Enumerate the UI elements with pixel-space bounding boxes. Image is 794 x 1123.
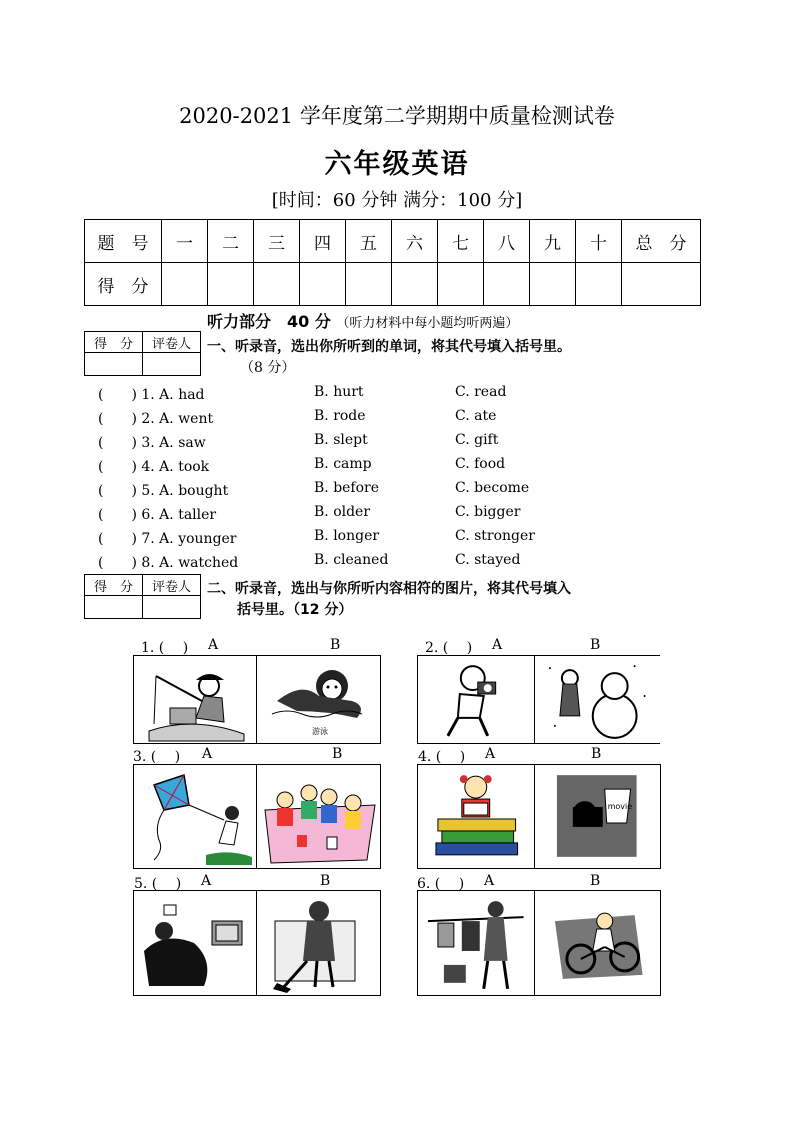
option-b: B. before [314, 480, 380, 496]
question-row [98, 504, 658, 526]
question-a: ( ) 5. A. bought [98, 483, 229, 499]
option-c: C. gift [455, 432, 499, 448]
picture-question-number: 6. ( ) [417, 876, 465, 892]
score-blank [162, 263, 208, 306]
score-blank [484, 263, 530, 306]
question-a: ( ) 8. A. watched [98, 555, 239, 571]
question-row [98, 384, 658, 406]
grader-score-blank [85, 596, 143, 619]
grader-name-blank [143, 596, 201, 619]
part2-title-line2: 括号里。（12 分） [237, 602, 353, 618]
picture-question-number: 2. ( ) [425, 640, 473, 656]
listening-heading [207, 309, 518, 332]
score-blank [346, 263, 392, 306]
question-row [98, 432, 658, 454]
grader-name-label: 评卷人 [143, 332, 201, 353]
kite-picture[interactable] [134, 765, 256, 868]
score-blank [392, 263, 438, 306]
picture-question-number: 5. ( ) [134, 876, 182, 892]
grader-name-blank [143, 353, 201, 376]
movie-picture[interactable] [534, 765, 660, 868]
picture-question-number: 1. ( ) [141, 640, 189, 656]
score-blank [254, 263, 300, 306]
part1-points: （8 分） [240, 360, 296, 376]
question-row [98, 456, 658, 478]
reading-girl-picture[interactable] [418, 765, 534, 868]
picture-question-number: 3. ( ) [133, 749, 181, 765]
option-c: C. ate [455, 408, 497, 424]
question-a: ( ) 4. A. took [98, 459, 210, 475]
score-cell: 二 [208, 220, 254, 263]
score-row-label: 得 分 [85, 263, 162, 306]
picnic-picture[interactable] [256, 765, 379, 868]
option-b: B. rode [314, 408, 366, 424]
question-a: ( ) 3. A. saw [98, 435, 206, 451]
score-cell: 三 [254, 220, 300, 263]
option-c: C. bigger [455, 504, 521, 520]
picture-pair-1 [133, 655, 381, 744]
question-row [98, 408, 658, 430]
score-blank [576, 263, 622, 306]
question-row [98, 552, 658, 574]
option-a-label: A [484, 873, 495, 889]
fishing-picture[interactable] [134, 656, 256, 743]
photographer-picture[interactable] [418, 656, 534, 743]
option-a-label: A [492, 637, 503, 653]
part1-title: 一、听录音，选出你所听到的单词，将其代号填入括号里。 [207, 339, 571, 355]
option-a-label: A [208, 637, 219, 653]
swimming-picture[interactable] [256, 656, 379, 743]
picture-pair-6 [417, 890, 661, 996]
swim-caption: 游泳 [312, 727, 328, 736]
washing-clothes-picture[interactable] [418, 891, 534, 995]
option-c: C. stronger [455, 528, 536, 544]
option-a-label: A [485, 746, 496, 762]
grader-box [84, 574, 201, 619]
option-b-label: B [590, 637, 601, 653]
question-row [98, 480, 658, 502]
grader-score-blank [85, 353, 143, 376]
question-a: ( ) 1. A. had [98, 387, 205, 403]
question-a: ( ) 7. A. younger [98, 531, 237, 547]
grader-box [84, 331, 201, 376]
picture-pair-5 [133, 890, 381, 996]
option-b: B. older [314, 504, 371, 520]
movie-caption: movie [607, 802, 632, 812]
score-cell: 题 号 [85, 220, 162, 263]
option-c: C. read [455, 384, 507, 400]
option-a-label: A [201, 873, 212, 889]
question-row [98, 528, 658, 550]
listening-note: （听力材料中每小题均听两遍） [336, 316, 519, 331]
picture-pair-3 [133, 764, 381, 869]
score-cell: 四 [300, 220, 346, 263]
score-cell: 六 [392, 220, 438, 263]
score-blank [300, 263, 346, 306]
picture-pair-4 [417, 764, 661, 869]
score-cell: 总 分 [622, 220, 701, 263]
listening-heading-text: 听力部分 40 分 [207, 312, 331, 331]
option-b: B. hurt [314, 384, 364, 400]
score-table-header-row [85, 220, 701, 263]
score-blank [208, 263, 254, 306]
score-table [84, 219, 701, 306]
cleaning-picture[interactable] [256, 891, 379, 995]
watching-tv-picture[interactable] [134, 891, 256, 995]
part2-title-line1: 二、听录音，选出与你所听内容相符的图片，将其代号填入 [207, 581, 571, 597]
option-b: B. longer [314, 528, 380, 544]
option-b: B. cleaned [314, 552, 389, 568]
option-b-label: B [590, 873, 601, 889]
option-b: B. slept [314, 432, 368, 448]
score-cell: 七 [438, 220, 484, 263]
question-a: ( ) 6. A. taller [98, 507, 217, 523]
score-table-score-row [85, 263, 701, 306]
option-b-label: B [320, 873, 331, 889]
score-cell: 八 [484, 220, 530, 263]
option-c: C. become [455, 480, 530, 496]
option-b-label: B [330, 637, 341, 653]
time-info: [时间：60 分钟 满分：100 分] [271, 190, 523, 211]
exam-subtitle: 六年级英语 [324, 149, 470, 180]
picture-pair-2 [417, 655, 660, 744]
score-blank [438, 263, 484, 306]
option-b: B. camp [314, 456, 372, 472]
option-a-label: A [202, 746, 213, 762]
option-b-label: B [332, 746, 343, 762]
grader-name-label: 评卷人 [143, 575, 201, 596]
cycling-picture[interactable] [534, 891, 660, 995]
question-a: ( ) 2. A. went [98, 411, 214, 427]
exam-title: 2020-2021 学年度第二学期期中质量检测试卷 [179, 104, 615, 128]
option-b-label: B [591, 746, 602, 762]
option-c: C. stayed [455, 552, 521, 568]
score-blank [622, 263, 701, 306]
grader-score-label: 得 分 [85, 332, 143, 353]
score-cell: 五 [346, 220, 392, 263]
picture-question-number: 4. ( ) [418, 749, 466, 765]
grader-score-label: 得 分 [85, 575, 143, 596]
snowman-picture[interactable] [534, 656, 660, 743]
score-blank [530, 263, 576, 306]
score-cell: 一 [162, 220, 208, 263]
score-cell: 九 [530, 220, 576, 263]
score-cell: 十 [576, 220, 622, 263]
option-c: C. food [455, 456, 506, 472]
